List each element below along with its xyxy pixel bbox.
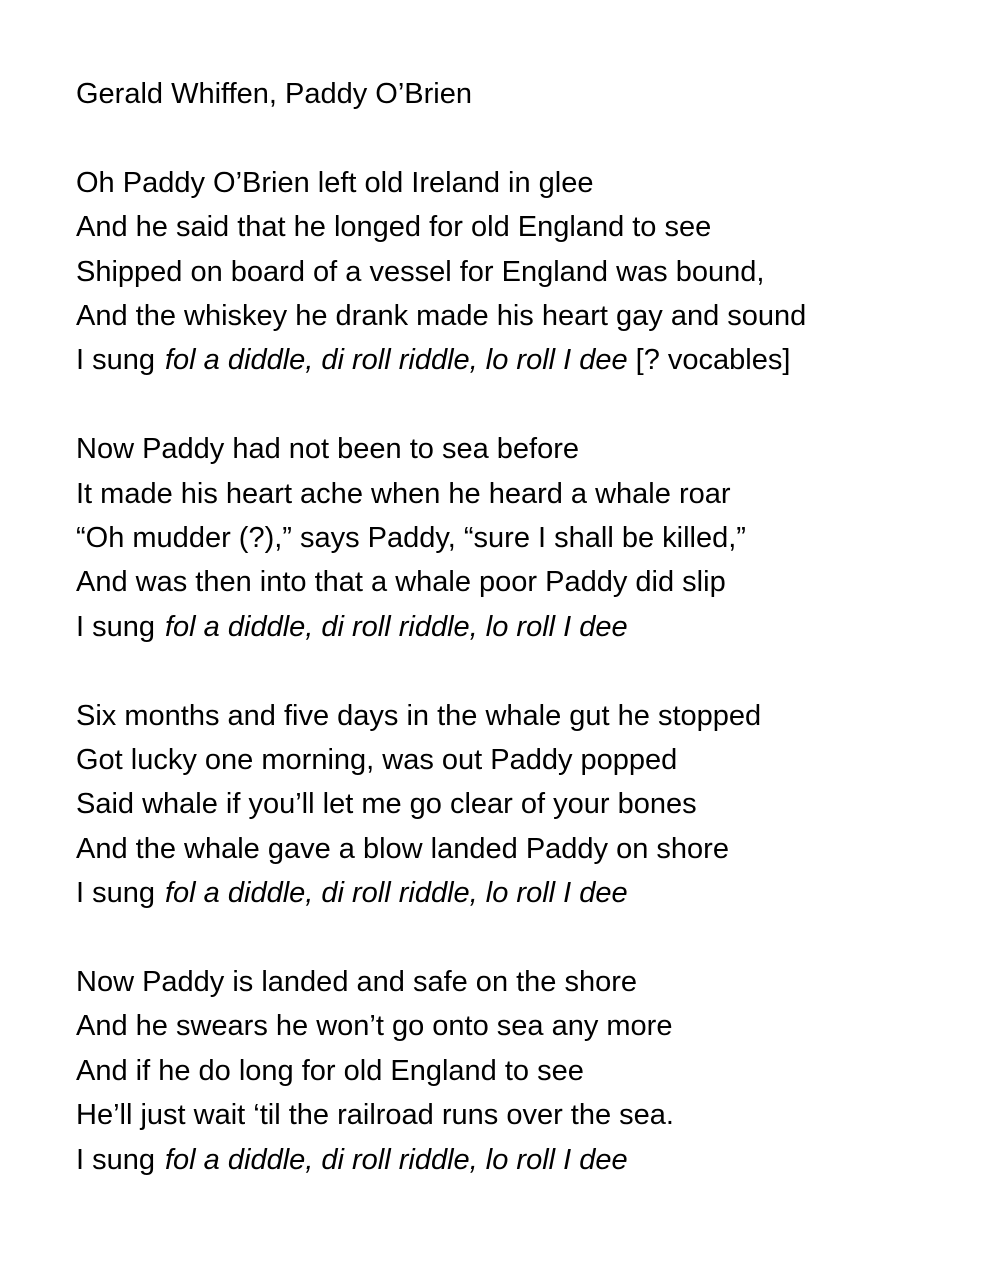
- verse-line: And he swears he won’t go onto sea any more: [76, 1010, 673, 1043]
- verse-line: It made his heart ache when he heard a whale roar: [76, 477, 731, 510]
- verse-line: Said whale if you’ll let me go clear of your bones: [76, 788, 697, 821]
- verse-line: Oh Paddy O’Brien left old Ireland in glee: [76, 166, 594, 199]
- refrain-line: [76, 1138, 976, 1182]
- verse-line: He’ll just wait ‘til the railroad runs over the sea.: [76, 1099, 674, 1132]
- refrain-line: [76, 338, 976, 382]
- verse-line: And he said that he longed for old England to see: [76, 211, 712, 244]
- refrain-prefix: I sung: [76, 344, 155, 377]
- refrain-prefix: I sung: [76, 1143, 155, 1176]
- refrain-text: fol a diddle, di roll riddle, lo roll I dee: [165, 610, 628, 643]
- verse-1: [76, 161, 976, 383]
- verse-2: [76, 427, 976, 649]
- refrain-line: [76, 871, 976, 915]
- document-page: [76, 72, 976, 1226]
- verse-line: And the whiskey he drank made his heart gay and sound: [76, 300, 807, 333]
- verse-line: Got lucky one morning, was out Paddy popped: [76, 744, 678, 777]
- refrain-text: fol a diddle, di roll riddle, lo roll I dee: [165, 344, 628, 377]
- verse-3: [76, 694, 976, 916]
- verse-line: Six months and five days in the whale gut he stopped: [76, 699, 762, 732]
- refrain-text: fol a diddle, di roll riddle, lo roll I dee: [165, 877, 628, 910]
- refrain-prefix: I sung: [76, 610, 155, 643]
- verse-4: [76, 960, 976, 1182]
- verse-line: “Oh mudder (?),” says Paddy, “sure I shall be killed,”: [76, 522, 746, 555]
- verse-line: And if he do long for old England to see: [76, 1054, 584, 1087]
- verse-line: And was then into that a whale poor Paddy did slip: [76, 566, 726, 599]
- verse-line: Now Paddy had not been to sea before: [76, 433, 580, 466]
- verse-line: Now Paddy is landed and safe on the shore: [76, 966, 638, 999]
- song-title: Gerald Whiffen, Paddy O’Brien: [76, 78, 472, 110]
- verse-line: And the whale gave a blow landed Paddy on shore: [76, 832, 729, 865]
- verse-line: Shipped on board of a vessel for England was bound,: [76, 255, 765, 288]
- refrain-prefix: I sung: [76, 877, 155, 910]
- refrain-note: [? vocables]: [635, 344, 791, 377]
- refrain-line: [76, 605, 976, 649]
- refrain-text: fol a diddle, di roll riddle, lo roll I dee: [165, 1143, 628, 1176]
